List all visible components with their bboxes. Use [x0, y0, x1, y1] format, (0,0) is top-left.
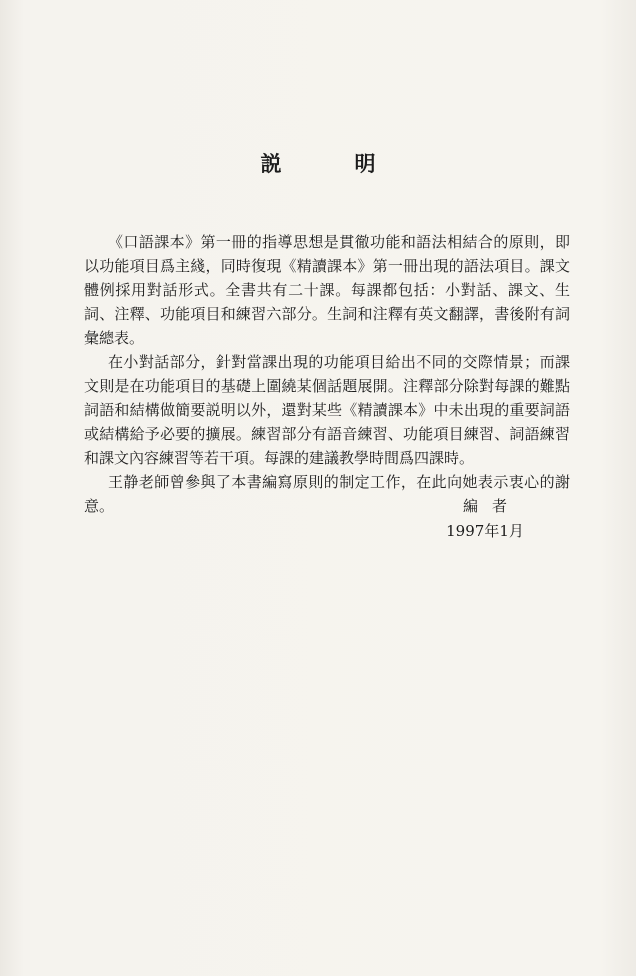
signature-editor: 編者	[462, 497, 521, 515]
preface-body	[84, 230, 570, 518]
signature-date: 1997年1月	[446, 522, 524, 540]
page-title: 説 明	[260, 151, 402, 176]
paragraph-3: 王静老師曾參與了本書編寫原則的制定工作，在此向她表示衷心的謝意。	[84, 473, 570, 515]
paragraph-1: 《口語課本》第一冊的指導思想是貫徹功能和語法相結合的原則，即以功能項目爲主綫，同時復現《精讀課本》第一冊出現的語法項目。課文體例採用對話形式。全書共有二十課。每課都包括：小對話、課文、生詞、注釋、功能項目和練習六部分。生詞和注釋有英文翻譯，書後附有詞彙總表。	[84, 233, 570, 347]
paragraph-2: 在小對話部分，針對當課出現的功能項目給出不同的交際情景；而課文則是在功能項目的基礎上圍繞某個話題展開。注釋部分除對每課的難點詞語和結構做簡要説明以外，還對某些《精讀課本》中未出現的重要詞語或結構給予必要的擴展。練習部分有語音練習、功能項目練習、詞語練習和課文內容練習等若干項。每課的建議教學時間爲四課時。	[84, 353, 570, 467]
